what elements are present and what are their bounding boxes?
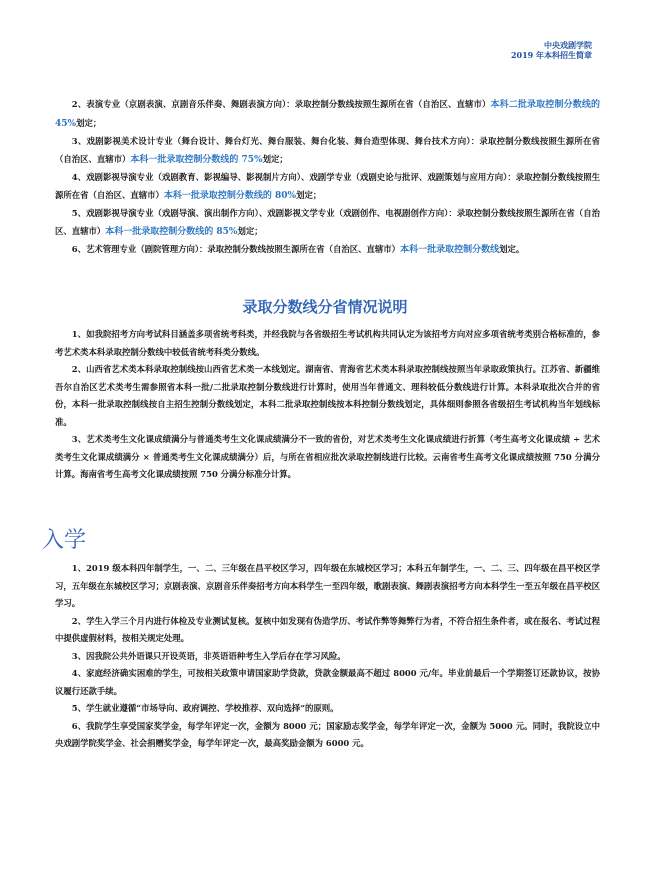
score-ratio-highlight: 本科一批录取控制分数线的 80% bbox=[163, 190, 297, 201]
major-text: 3、戏剧影视美术设计专业（舞台设计、舞台灯光、舞台服装、舞台化装、舞台造型体现、舞台技术方向）：录取控制分数线按照生源所在省（自治区、直辖市） bbox=[55, 136, 600, 164]
score-ratio-highlight: 本科一批录取控制分数线 bbox=[400, 245, 500, 255]
major-item bbox=[55, 133, 600, 169]
major-item bbox=[55, 169, 600, 205]
major-item bbox=[55, 205, 600, 241]
major-tail: 划定； bbox=[76, 117, 102, 128]
enroll-item: 4、家庭经济确实困难的学生，可按相关政策申请国家助学贷款，贷款金额最高不超过 8000 元/年。毕业前最后一个学期签订还款协议，按协议履行还款手续。 bbox=[55, 668, 600, 696]
section-title: 录取分数线分省情况说明 bbox=[242, 298, 408, 316]
provincial-item: 2、山西省艺术类本科录取控制线按山西省艺术类一本线划定。湖南省、青海省艺术类本科录取控制线按照当年录取政策执行。江苏省、新疆维吾尔自治区艺术类考生需参照省本科一批/二批录取控制分数线进行计算时，使用当年普通文、理科较低分数线进行计算。本科录取批次合并的省份，本科一批录取控制线按自主招生控制分数线划定，本科二批录取控制线按本科控制分数线划定，具体细则参照各省级招生考试机构当年划线标准。 bbox=[55, 364, 600, 427]
majors-list bbox=[55, 96, 600, 260]
score-ratio-highlight: 本科一批录取控制分数线的 85% bbox=[105, 226, 238, 237]
major-text: 6、艺术管理专业（剧院管理方向）：录取控制分数线按照生源所在省（自治区、直辖市） bbox=[71, 244, 401, 254]
major-tail: 划定； bbox=[296, 189, 322, 200]
enroll-list bbox=[55, 560, 600, 753]
major-text: 2、表演专业（京剧表演、京剧音乐伴奏、舞剧表演方向）：录取控制分数线按照生源所在省（自治区、直辖市） bbox=[71, 99, 491, 109]
header-school-name: 中央戏剧学院 bbox=[544, 40, 592, 50]
enroll-item: 2、学生入学三个月内进行体检及专业测试复核。复核中如发现有伪造学历、考试作弊等舞弊行为者，不符合招生条件者，或在报名、考试过程中提供虚假材料，按相关规定处理。 bbox=[55, 615, 600, 643]
provincial-list bbox=[55, 326, 600, 484]
score-ratio-highlight: 本科一批录取控制分数线的 75% bbox=[130, 154, 263, 165]
major-text: 5、戏剧影视导演专业（戏剧导演、演出制作方向）、戏剧影视文学专业（戏剧创作、电视剧创作方向）：录取控制分数线按照生源所在省（自治区、直辖市） bbox=[55, 208, 600, 236]
enroll-item: 1、2019 级本科四年制学生，一、二、三年级在昌平校区学习，四年级在东城校区学习；本科五年制学生，一、二、三、四年级在昌平校区学习，五年级在东城校区学习；京剧表演、京剧音乐伴奏招考方向本科学生一至四年级，歌剧表演、舞剧表演招考方向本科学生一至五年级在昌平校区学习。 bbox=[55, 563, 600, 608]
provincial-item: 3、艺术类考生文化课成绩满分与普通类考生文化课成绩满分不一致的省份，对艺术类考生文化课成绩进行折算（考生高考文化课成绩 ÷ 艺术类考生文化课成绩满分 × 普通类考生文化课成绩满分）后，与所在省相应批次录取控制线进行比较。云南省考生高考文化课成绩按照 750 分满分计算。海南省考生高考文化课成绩按照 750 分满分标准分计算。 bbox=[55, 434, 600, 479]
major-tail: 划定； bbox=[262, 153, 288, 164]
major-tail: 划定。 bbox=[499, 244, 525, 254]
major-tail: 划定； bbox=[237, 225, 263, 236]
page-header bbox=[511, 40, 592, 60]
enroll-item: 6、我院学生享受国家奖学金，每学年评定一次，金额为 8000 元；国家励志奖学金，每学年评定一次，金额为 5000 元。同时，我院设立中央戏剧学院奖学金、社会捐赠奖学金，每学年评定一次，最高奖励金额为 6000 元。 bbox=[55, 720, 600, 748]
provincial-item: 1、如我院招考方向考试科目涵盖多项省统考科类，并经我院与各省级招生考试机构共同认定为该招考方向对应多项省统考类别合格标准的，参考艺术类本科录取控制分数线中较低省统考科类分数线。 bbox=[55, 329, 600, 357]
header-brochure-title: 2019 年本科招生简章 bbox=[510, 50, 592, 60]
enroll-item: 5、学生就业遵循“市场导向、政府调控、学校推荐、双向选择”的原则。 bbox=[71, 703, 339, 713]
enroll-heading: 入学 bbox=[42, 528, 87, 553]
score-ratio-highlight: 本科二批录取控制分数线的 45% bbox=[55, 100, 600, 129]
major-item bbox=[55, 241, 600, 260]
major-item bbox=[55, 96, 600, 133]
major-text: 4、戏剧影视导演专业（戏剧教育、影视编导、影视制片方向）、戏剧学专业（戏剧史论与批评、戏剧策划与应用方向）：录取控制分数线按照生源所在省（自治区、直辖市） bbox=[55, 172, 600, 200]
enroll-item: 3、因我院公共外语课只开设英语，非英语语种考生入学后存在学习风险。 bbox=[71, 650, 346, 661]
